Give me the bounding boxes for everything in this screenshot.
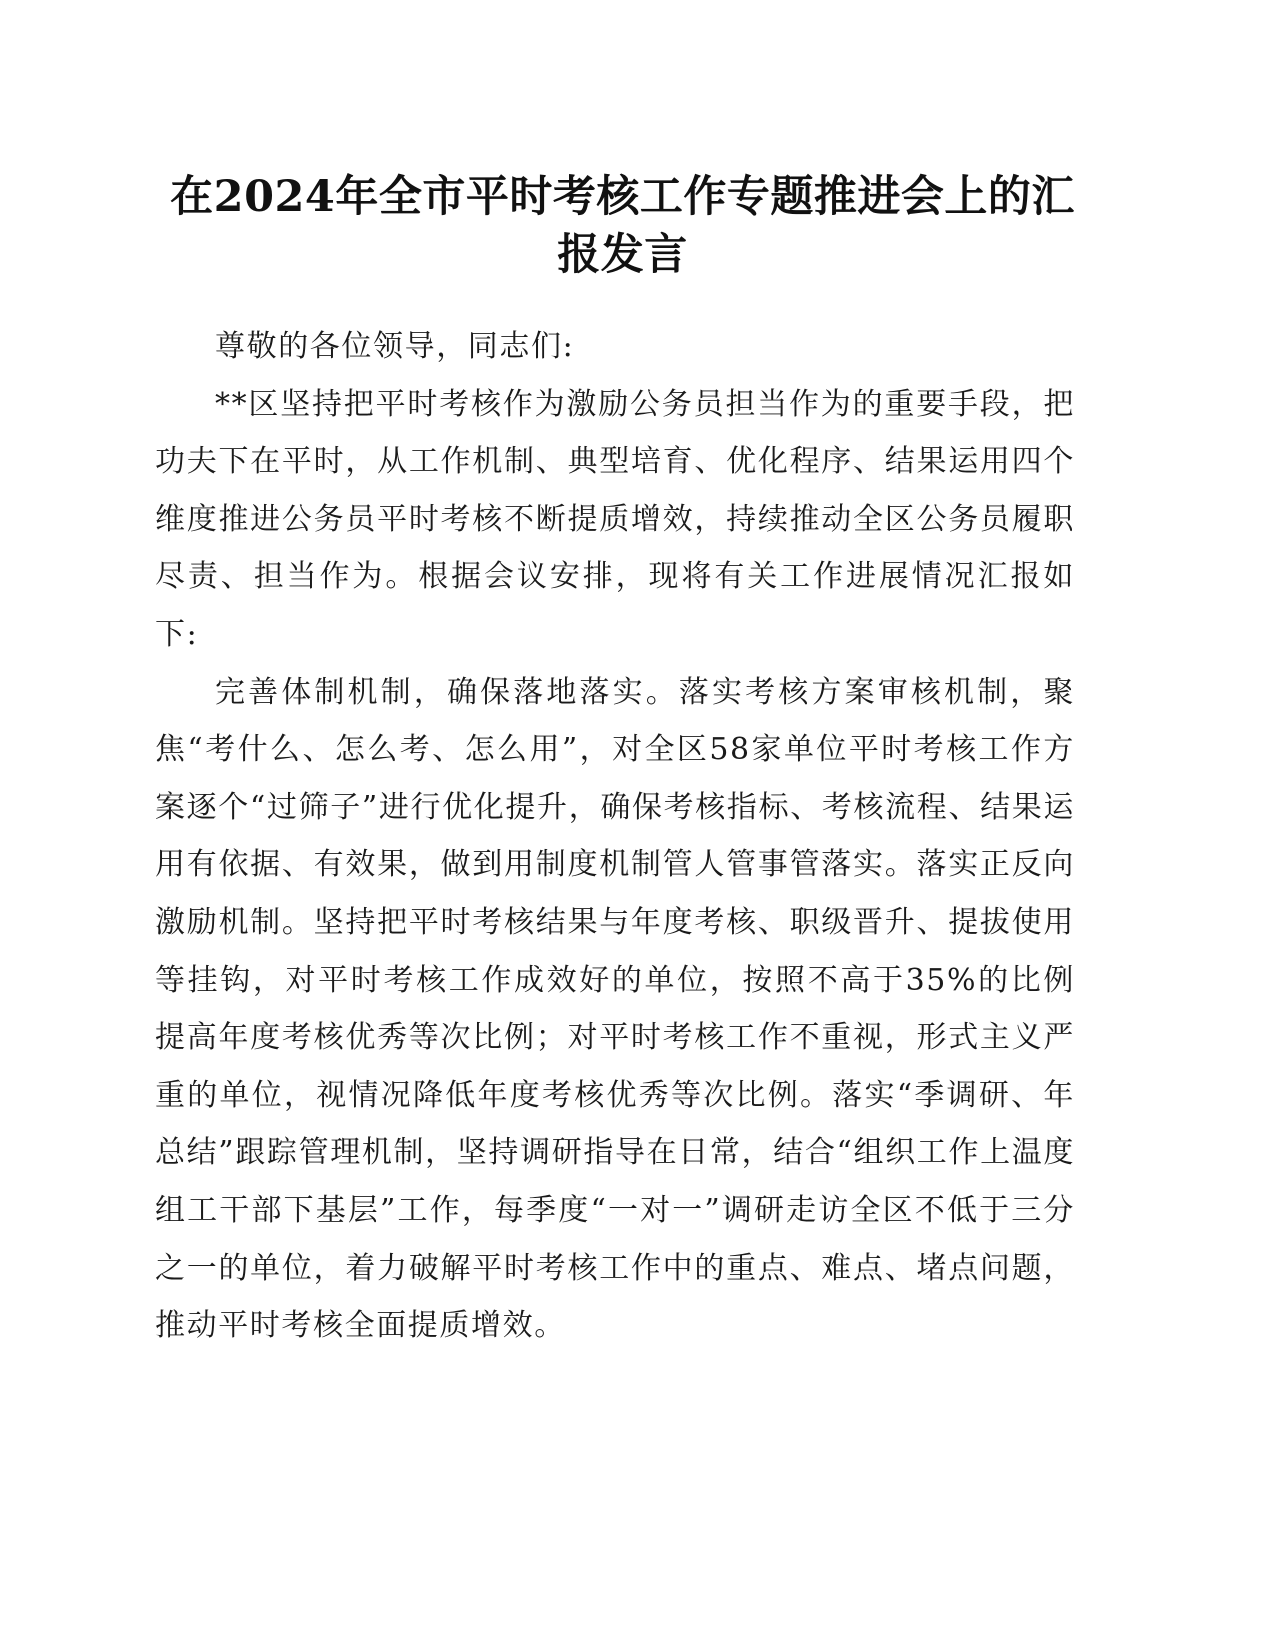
salutation: 尊敬的各位领导，同志们:: [215, 329, 575, 364]
document-title: 在2024年全市平时考核工作专题推进会上的汇报发言: [170, 172, 1075, 280]
document-body: [155, 318, 1075, 1355]
paragraph-intro: **区坚持把平时考核作为激励公务员担当作为的重要手段，把功夫下在平时，从工作机制、典型培育、优化程序、结果运用四个维度推进公务员平时考核不断提质增效，持续推动全区公务员履职尽责、担当作为。根据会议安排，现将有关工作进展情况汇报如下:: [155, 386, 1075, 652]
paragraph-mechanism: 完善体制机制，确保落地落实。落实考核方案审核机制，聚焦“考什么、怎么考、怎么用”，对全区58家单位平时考核工作方案逐个“过筛子”进行优化提升，确保考核指标、考核流程、结果运用有依据、有效果，做到用制度机制管人管事管落实。落实正反向激励机制。坚持把平时考核结果与年度考核、职级晋升、提拔使用等挂钩，对平时考核工作成效好的单位，按照不高于35%的比例提高年度考核优秀等次比例；对平时考核工作不重视，形式主义严重的单位，视情况降低年度考核优秀等次比例。落实“季调研、年总结”跟踪管理机制，坚持调研指导在日常，结合“组织工作上温度组工干部下基层”工作，每季度“一对一”调研走访全区不低于三分之一的单位，着力破解平时考核工作中的重点、难点、堵点问题，推动平时考核全面提质增效。: [155, 674, 1075, 1344]
